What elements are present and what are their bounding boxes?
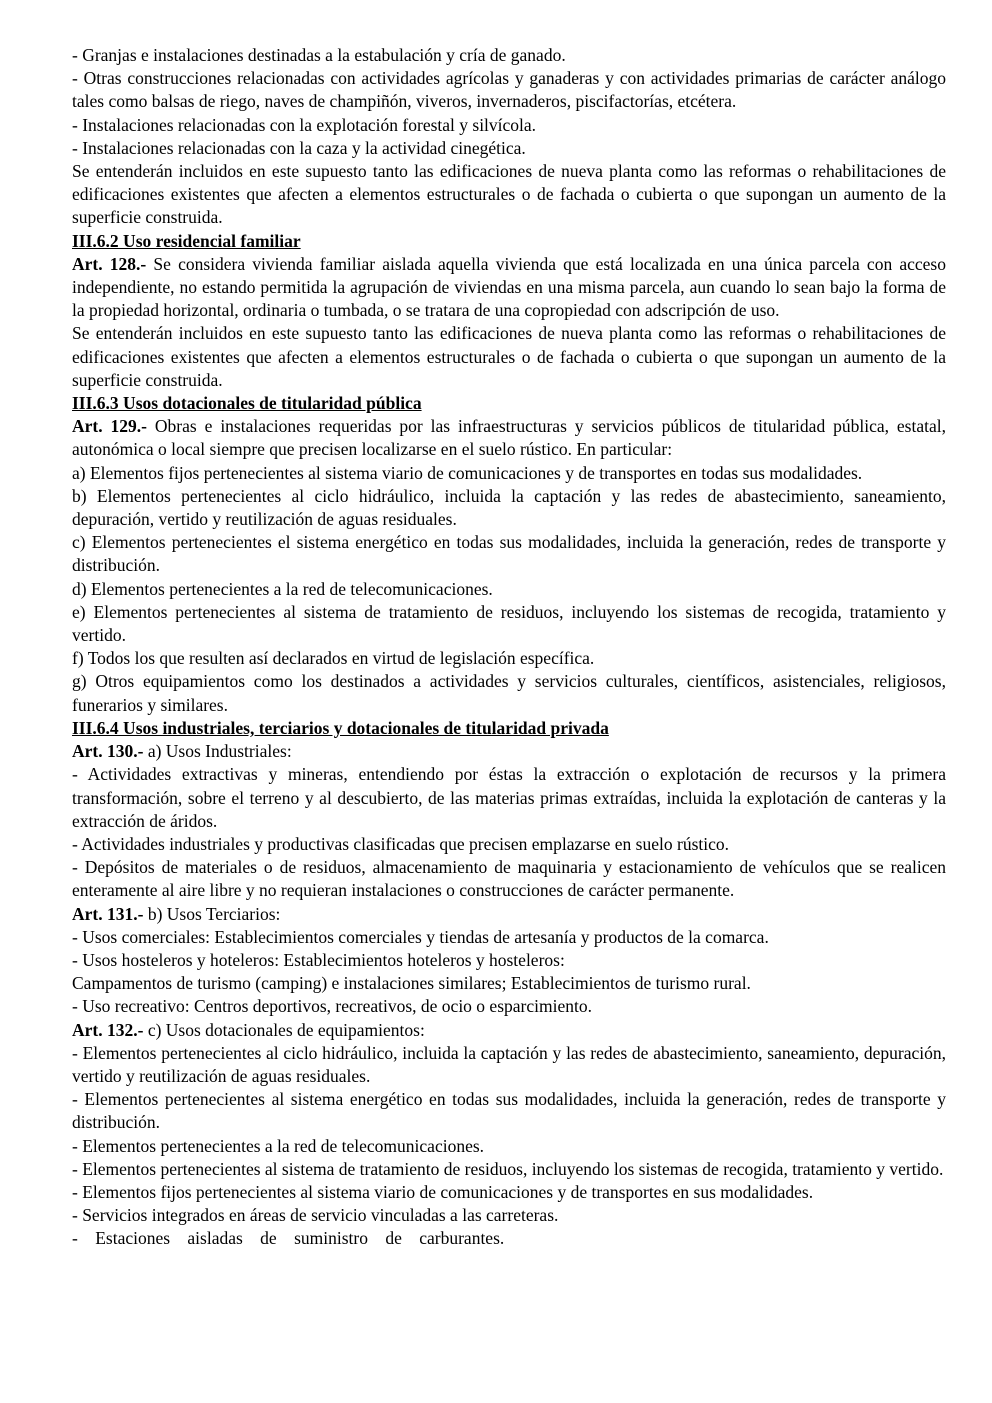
document-paragraph: b) Elementos pertenecientes al ciclo hidráulico, incluida la captación y las redes de abastecimiento, saneamiento, depuración, vertido y reutilización de aguas residuales. xyxy=(72,485,946,530)
section-heading: III.6.2 Uso residencial familiar xyxy=(72,230,301,251)
document-paragraph: e) Elementos pertenecientes al sistema de tratamiento de residuos, incluyendo los sistemas de recogida, tratamiento y vertido. xyxy=(72,601,946,646)
document-paragraph: - Instalaciones relacionadas con la caza y la actividad cinegética. xyxy=(72,137,526,158)
document-paragraph: a) Elementos fijos pertenecientes al sistema viario de comunicaciones y de transportes en todas sus modalidades. xyxy=(72,462,863,483)
article-number: Art. 131.- xyxy=(72,903,144,924)
document-paragraph: - Granjas e instalaciones destinadas a la estabulación y cría de ganado. xyxy=(72,45,566,65)
document-paragraph: Se entenderán incluidos en este supuesto tanto las edificaciones de nueva planta como las reformas o rehabilitaciones de edificaciones existentes que afecten a elementos estructurales o de fachada o cubierta o que supongan un aumento de la superficie construida. xyxy=(72,323,946,390)
article-number: Art. 129.- xyxy=(72,416,147,437)
document-paragraph: - Uso recreativo: Centros deportivos, recreativos, de ocio o esparcimiento. xyxy=(72,996,592,1017)
article-number: Art. 128.- xyxy=(72,253,147,274)
document-paragraph: Art. 128.- Se considera vivienda familiar aislada aquella vivienda que está localizada en una única parcela con acceso independiente, no estando permitida la agrupación de viviendas en una misma parcela, aun cuando lo sean bajo la forma de la propiedad horizontal, ordinaria o tumbada, o se tratara de una copropiedad con adscripción de uso. xyxy=(72,253,946,321)
document-paragraph: Art. 130.- a) Usos Industriales: xyxy=(72,741,292,762)
document-paragraph: - Elementos pertenecientes a la red de telecomunicaciones. xyxy=(72,1135,485,1156)
document-paragraph: Se entenderán incluidos en este supuesto tanto las edificaciones de nueva planta como las reformas o rehabilitaciones de edificaciones existentes que afecten a elementos estructurales o de fachada o cubierta o que supongan un aumento de la superficie construida. xyxy=(72,161,946,228)
document-paragraph: - Actividades industriales y productivas clasificadas que precisen emplazarse en suelo rústico. xyxy=(72,833,730,854)
document-paragraph: Campamentos de turismo (camping) e instalaciones similares; Establecimientos de turismo rural. xyxy=(72,973,751,994)
document-paragraph: Art. 131.- b) Usos Terciarios: xyxy=(72,903,281,924)
article-number: Art. 132.- xyxy=(72,1019,144,1040)
document-paragraph: - Usos hosteleros y hoteleros: Establecimientos hoteleros y hosteleros: xyxy=(72,949,565,970)
document-paragraph: - Usos comerciales: Establecimientos comerciales y tiendas de artesanía y productos de la comarca. xyxy=(72,926,769,947)
document-paragraph: - Actividades extractivas y mineras, entendiendo por éstas la extracción o explotación de recursos y la primera transformación, sobre el terreno y al descubierto, de las materias primas extraídas, incluida la explotación de canteras y la extracción de áridos. xyxy=(72,764,946,831)
document-paragraph: - Elementos fijos pertenecientes al sistema viario de comunicaciones y de transportes en sus modalidades. xyxy=(72,1181,814,1202)
document-paragraph: f) Todos los que resulten así declarados en virtud de legislación específica. xyxy=(72,648,595,669)
document-paragraph: - Depósitos de materiales o de residuos, almacenamiento de maquinaria y estacionamiento de vehículos que se realicen enteramente al aire libre y no requieran instalaciones o construcciones de carácter permanente. xyxy=(72,857,946,901)
section-heading: III.6.4 Usos industriales, terciarios y dotacionales de titularidad privada xyxy=(72,717,609,738)
document-paragraph: - Instalaciones relacionadas con la explotación forestal y silvícola. xyxy=(72,114,537,135)
document-paragraph: Art. 132.- c) Usos dotacionales de equipamientos: xyxy=(72,1019,425,1040)
document-paragraph: g) Otros equipamientos como los destinados a actividades y servicios culturales, científicos, asistenciales, religiosos, funerarios y similares. xyxy=(72,671,946,715)
document-paragraph: c) Elementos pertenecientes el sistema energético en todas sus modalidades, incluida la generación, redes de transporte y distribución. xyxy=(72,532,946,576)
document-paragraph: - Elementos pertenecientes al ciclo hidráulico, incluida la captación y las redes de abastecimiento, saneamiento, depuración, vertido y reutilización de aguas residuales. xyxy=(72,1042,946,1086)
article-number: Art. 130.- xyxy=(72,741,144,762)
section-heading: III.6.3 Usos dotacionales de titularidad pública xyxy=(72,393,422,414)
document-paragraph: - Servicios integrados en áreas de servicio vinculadas a las carreteras. xyxy=(72,1205,559,1226)
document-paragraph: - Elementos pertenecientes al sistema energético en todas sus modalidades, incluida la generación, redes de transporte y distribución. xyxy=(72,1089,946,1133)
document-content xyxy=(72,44,946,1251)
document-paragraph: - Estaciones aisladas de suministro de carburantes. xyxy=(72,1228,505,1249)
document-paragraph: - Otras construcciones relacionadas con actividades agrícolas y ganaderas y con actividades primarias de carácter análogo tales como balsas de riego, naves de champiñón, viveros, invernaderos, piscifactorías, etcétera. xyxy=(72,68,946,112)
document-paragraph: d) Elementos pertenecientes a la red de telecomunicaciones. xyxy=(72,578,493,599)
document-paragraph: - Elementos pertenecientes al sistema de tratamiento de residuos, incluyendo los sistemas de recogida, tratamiento y vertido. xyxy=(72,1158,944,1179)
document-paragraph: Art. 129.- Obras e instalaciones requeridas por las infraestructuras y servicios públicos de titularidad pública, estatal, autonómica o local siempre que precisen localizarse en el suelo rústico. En particular: xyxy=(72,416,946,460)
